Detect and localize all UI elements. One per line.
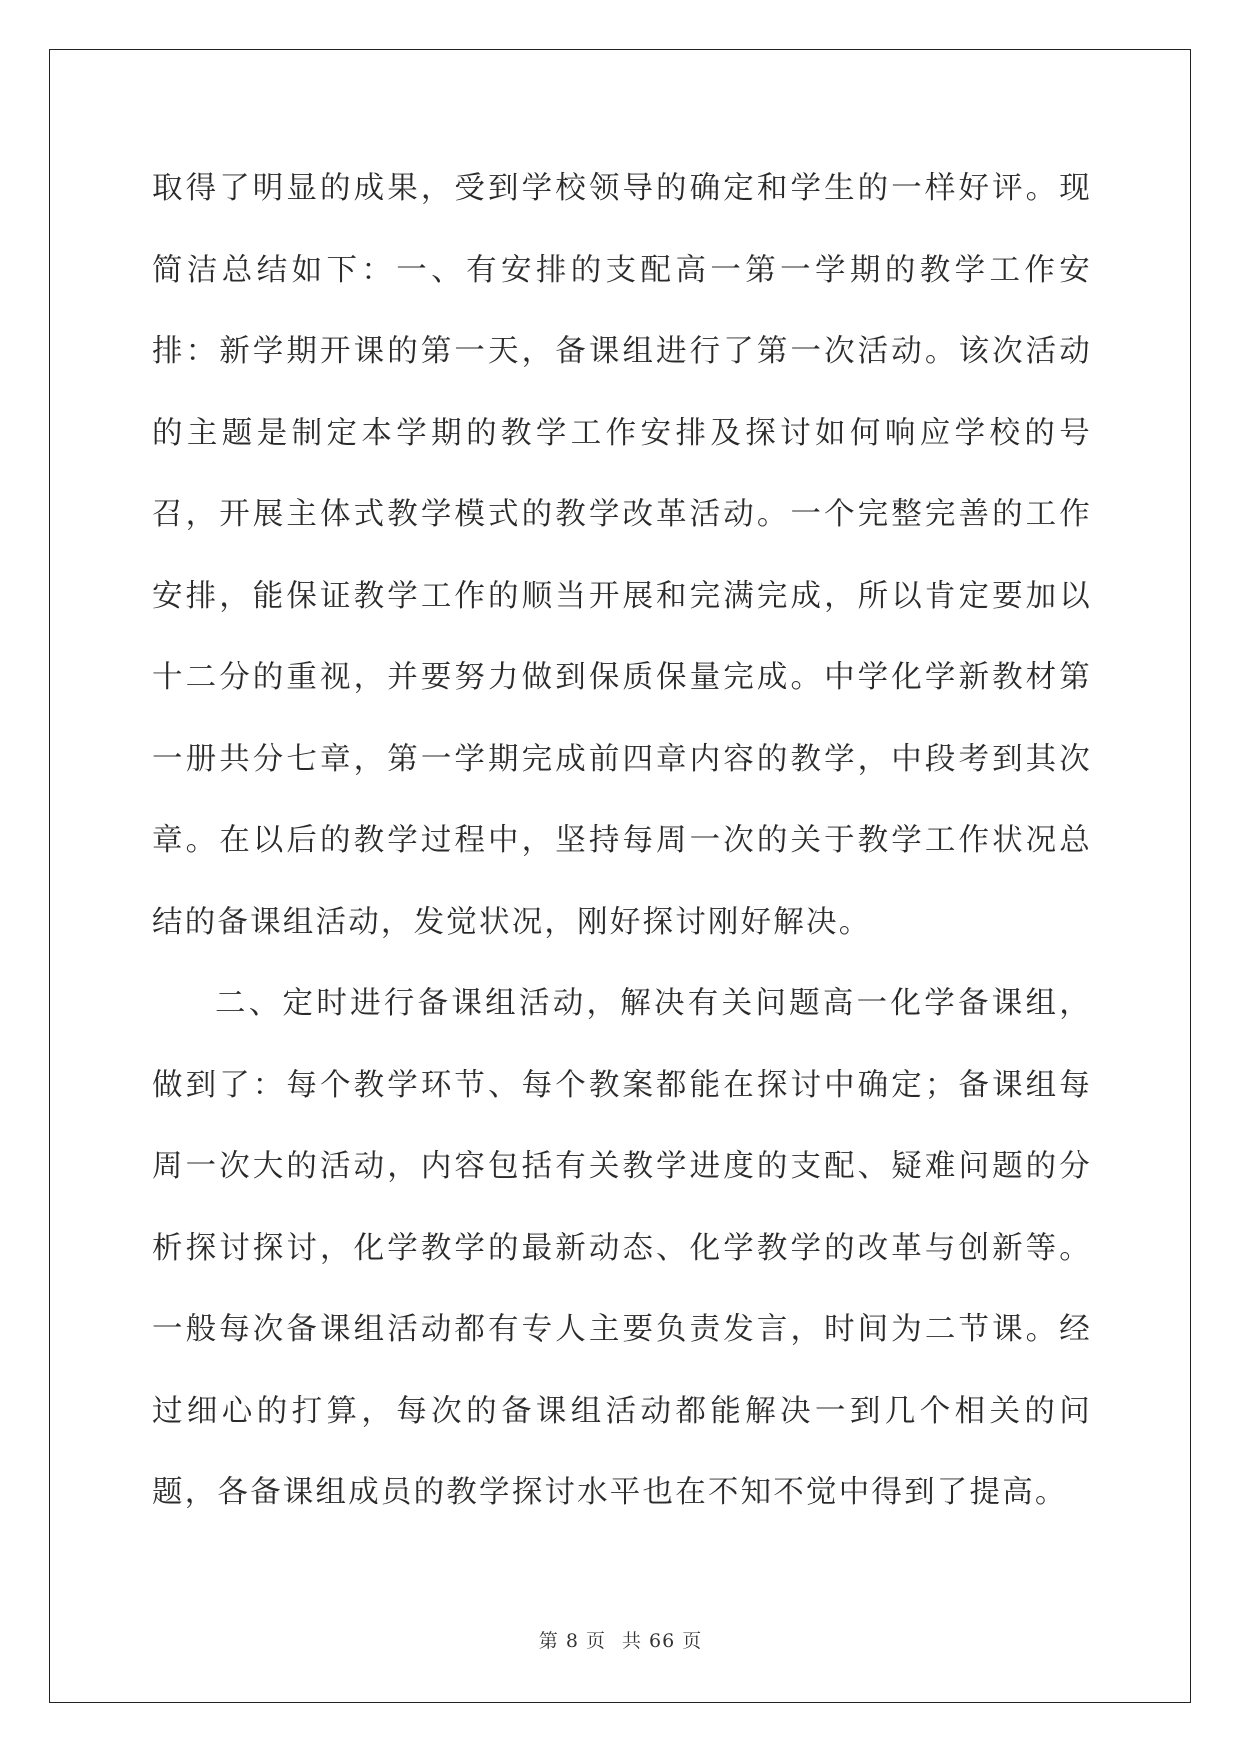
paragraph-2: 二、定时进行备课组活动，解决有关问题高一化学备课组，做到了：每个教学环节、每个教案都能在探讨中确定；备课组每周一次大的活动，内容包括有关教学进度的支配、疑难问题的分析探讨探讨，化学教学的最新动态、化学教学的改革与创新等。一般每次备课组活动都有专人主要负责发言，时间为二节课。经过细心的打算，每次的备课组活动都能解决一到几个相关的问题，各备课组成员的教学探讨水平也在不知不觉中得到了提高。 xyxy=(152,986,1092,1510)
page-number: 第 8 页 xyxy=(538,1630,606,1652)
document-body xyxy=(152,148,1092,1534)
page-footer xyxy=(0,1626,1241,1653)
paragraph-1: 取得了明显的成果，受到学校领导的确定和学生的一样好评。现简洁总结如下：一、有安排的支配高一第一学期的教学工作安排：新学期开课的第一天，备课组进行了第一次活动。该次活动的主题是制定本学期的教学工作安排及探讨如何响应学校的号召，开展主体式教学模式的教学改革活动。一个完整完善的工作安排，能保证教学工作的顺当开展和完满完成，所以肯定要加以十二分的重视，并要努力做到保质保量完成。中学化学新教材第一册共分七章，第一学期完成前四章内容的教学，中段考到其次章。在以后的教学过程中，坚持每周一次的关于教学工作状况总结的备课组活动，发觉状况，刚好探讨刚好解决。 xyxy=(152,171,1092,940)
page-total: 共 66 页 xyxy=(621,1630,703,1652)
